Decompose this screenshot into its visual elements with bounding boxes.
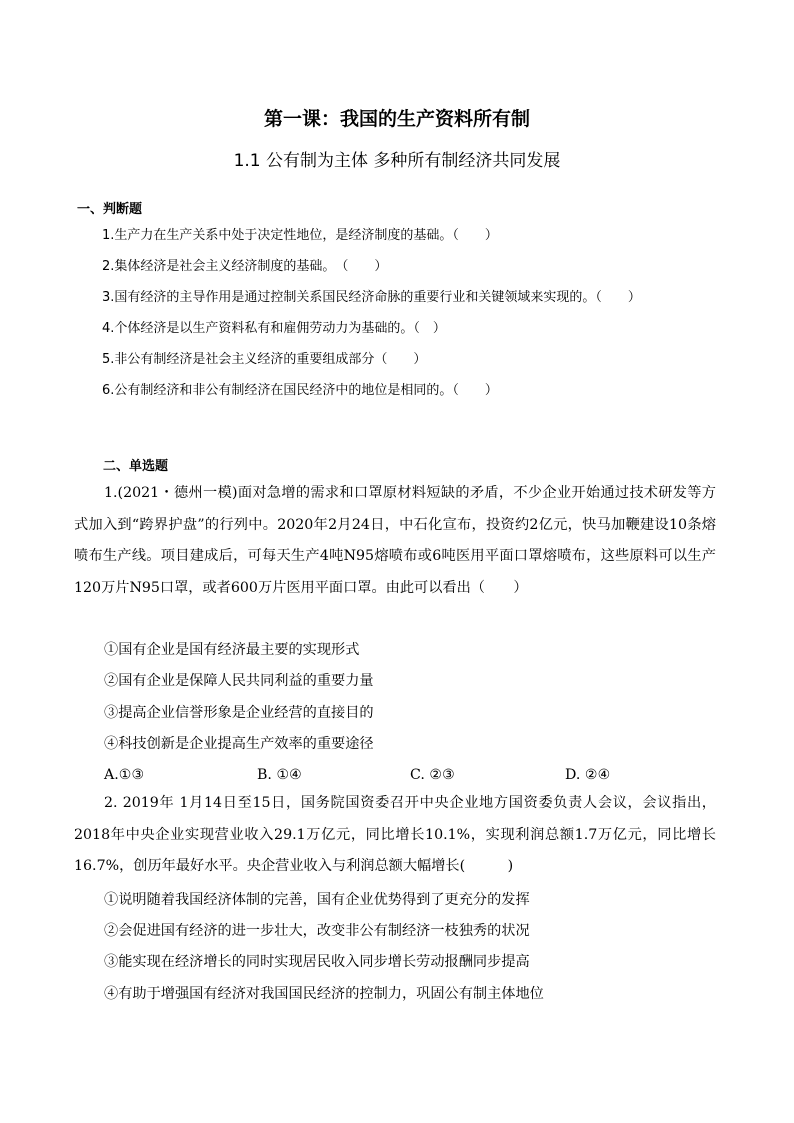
judgement-item: 2.集体经济是社会主义经济制度的基础。 （ ） [102, 259, 388, 274]
judgement-item: 5.非公有制经济是社会主义经济的重要组成部分（ ） [102, 352, 427, 367]
judgement-item: 3.国有经济的主导作用是通过控制关系国民经济命脉的重要行业和关键领域来实现的。（ ） [102, 290, 641, 305]
judgement-item: 4.个体经济是以生产资料私有和雇佣劳动力为基础的。（ ） [102, 321, 446, 336]
page-subtitle: 1.1 公有制为主体 多种所有制经济共同发展 [233, 151, 561, 171]
q2-statement: ②会促进国有经济的进一步壮大，改变非公有制经济一枝独秀的状况 [104, 923, 530, 939]
q1-option-c: C. ②③ [410, 767, 455, 783]
q1-statement: ①国有企业是国有经济最主要的实现形式 [104, 642, 360, 658]
q1-statement: ②国有企业是保障人民共同利益的重要力量 [104, 673, 374, 689]
section-heading-single-choice: 二、单选题 [103, 459, 169, 474]
page-title: 第一课：我国的生产资料所有制 [263, 108, 530, 130]
q1-statement: ③提高企业信誉形象是企业经营的直接目的 [104, 705, 374, 721]
q1-statement: ④科技创新是企业提高生产效率的重要途径 [104, 736, 374, 752]
q1-option-d: D. ②④ [565, 767, 611, 783]
question-1-stem: 1.(2021・德州一模)面对急增的需求和口罩原材料短缺的矛盾，不少企业开始通过技术研发等方式加入到“跨界护盘”的行列中。2020年2月24日，中石化宣布，投资约2亿元，快马加鞭建设10条熔喷布生产线。项目建成后，可每天生产4吨N95熔喷布或6吨医用平面口罩熔喷布，这些原料可以生产120万片N95口罩，或者600万片医用平面口罩。由此可以看出（ ） [74, 485, 716, 596]
q1-option-b: B. ①④ [257, 767, 302, 783]
q1-option-a: A.①③ [104, 767, 145, 783]
judgement-item: 6.公有制经济和非公有制经济在国民经济中的地位是相同的。（ ） [102, 383, 498, 398]
section-heading-judgement: 一、判断题 [77, 202, 143, 217]
q2-statement: ④有助于增强国有经济对我国国民经济的控制力，巩固公有制主体地位 [104, 986, 544, 1002]
question-2-stem: 2. 2019年 1月14日至15日，国务院国资委召开中央企业地方国资委负责人会议，会议指出，2018年中央企业实现营业收入29.1万亿元，同比增长10.1%，实现利润总额1.7万亿元，同比增长16.7%，创历年最好水平。央企营业收入与利润总额大幅增长( ) [74, 795, 716, 874]
judgement-item: 1.生产力在生产关系中处于决定性地位，是经济制度的基础。（ ） [102, 228, 498, 243]
q2-statement: ③能实现在经济增长的同时实现居民收入同步增长劳动报酬同步提高 [104, 954, 530, 970]
q2-statement: ①说明随着我国经济体制的完善，国有企业优势得到了更充分的发挥 [104, 892, 530, 908]
